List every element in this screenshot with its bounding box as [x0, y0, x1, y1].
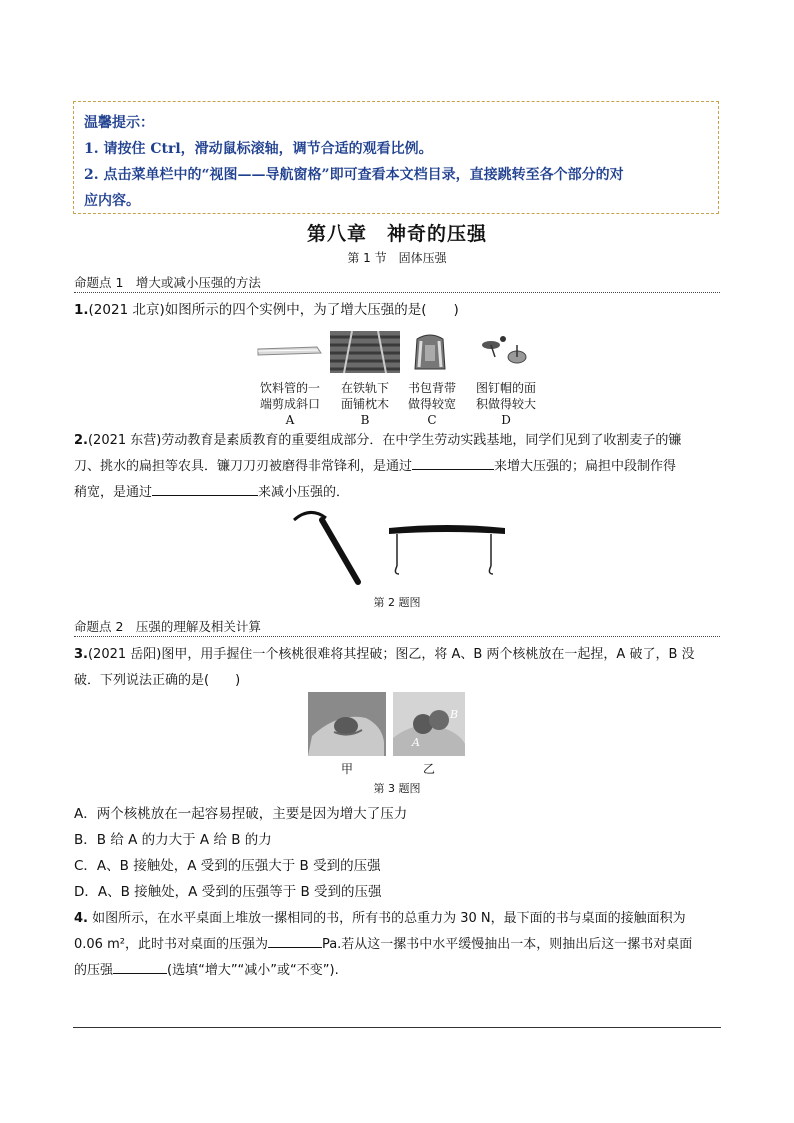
q1-image-railway: [330, 331, 400, 373]
question-4-line2a: 0.06 m²，此时书对桌面的压强为: [74, 937, 268, 952]
question-1-text: (2021 北京)如图所示的四个实例中，为了增大压强的是( ): [88, 302, 459, 318]
q1-option-b-line2: 面铺枕木: [340, 397, 389, 411]
question-4: [74, 906, 724, 984]
question-1: [74, 297, 724, 323]
q2-figure-caption: 第 2 题图: [373, 596, 421, 609]
question-3-line2: 破．下列说法正确的是( ): [74, 673, 241, 688]
question-3: [74, 642, 724, 694]
q2-image-sickle: [288, 506, 368, 586]
q1-option-a-letter: A: [285, 413, 295, 427]
footer-rule: [73, 1027, 721, 1028]
answer-blank-4b[interactable]: [113, 959, 167, 974]
q3-image-jia-label: 甲: [340, 762, 353, 776]
q3-label-b: B: [450, 708, 459, 721]
answer-blank-2b[interactable]: [152, 481, 258, 496]
question-4-line1: 如图所示，在水平桌面上堆放一摞相同的书，所有书的总重力为 30 N，最下面的书与桌面的接触面积为: [92, 911, 686, 926]
q1-image-straw: [255, 331, 325, 373]
tip-line-2: 2. 点击菜单栏中的“视图——导航窗格”即可查看本文档目录，直接跳转至各个部分的对: [84, 167, 624, 183]
answer-blank-2a[interactable]: [412, 455, 494, 470]
tip-box: [73, 101, 719, 214]
q3-label-a: A: [412, 736, 420, 749]
q1-image-backpack: [405, 331, 455, 373]
question-1-number: 1.: [74, 302, 89, 318]
q1-option-c: [392, 380, 472, 428]
chapter-title: 第八章 神奇的压强: [306, 223, 487, 245]
question-3-line1: (2021 岳阳)图甲，用手握住一个核桃很难将其捏破；图乙，将 A、B 两个核桃放在一起捏，A 破了，B 没: [87, 647, 695, 662]
question-4-line2b: Pa.若从这一摞书中水平缓慢抽出一本，则抽出后这一摞书对桌面: [321, 937, 693, 952]
q1-option-b-letter: B: [360, 413, 370, 427]
tip-line-1: 1. 请按住 Ctrl，滑动鼠标滚轴，调节合适的观看比例。: [84, 141, 433, 157]
q1-option-a: [250, 380, 330, 428]
q3-figure-caption: 第 3 题图: [373, 782, 421, 795]
q3-option-c[interactable]: C．A、B 接触处，A 受到的压强大于 B 受到的压强: [74, 858, 381, 874]
q1-image-thumbtacks: [475, 331, 535, 373]
q3-option-d[interactable]: D．A、B 接触处，A 受到的压强等于 B 受到的压强: [74, 884, 382, 900]
question-2-line3a: 稍宽，是通过: [74, 485, 153, 500]
q2-image-carrying-pole: [385, 518, 509, 580]
topic-heading-2: 命题点 2 压强的理解及相关计算: [74, 618, 720, 637]
question-2-line3b: 来减小压强的．: [258, 485, 350, 500]
q1-option-a-line1: 饮料管的一: [259, 381, 320, 395]
q3-option-b[interactable]: B．B 给 A 的力大于 A 给 B 的力: [74, 832, 272, 848]
q1-option-a-line2: 端剪成斜口: [259, 397, 320, 411]
q1-option-b-line1: 在铁轨下: [340, 381, 389, 395]
q1-option-c-letter: C: [427, 413, 437, 427]
q3-image-jia: [308, 692, 386, 756]
q3-image-yi-label: 乙: [422, 762, 435, 776]
tip-title: 温馨提示：: [84, 115, 154, 131]
section-title: 第 1 节 固体压强: [347, 251, 447, 265]
q1-option-c-line1: 书包背带: [407, 381, 456, 395]
q3-image-yi: [393, 692, 465, 756]
question-4-number: 4.: [74, 911, 88, 926]
tip-line-3: 应内容。: [84, 193, 140, 209]
question-2-line2b: 来增大压强的；扁担中段制作得: [494, 459, 677, 474]
q1-option-d-line1: 图钉帽的面: [475, 381, 536, 395]
q1-option-c-line2: 做得较宽: [407, 397, 456, 411]
question-2-number: 2.: [74, 433, 88, 448]
topic-heading-1: 命题点 1 增大或减小压强的方法: [74, 274, 720, 293]
question-2-line1: (2021 东营)劳动教育是素质教育的重要组成部分．在中学生劳动实践基地，同学们见到了收割麦子的镰: [87, 433, 682, 448]
question-2: [74, 428, 724, 506]
q1-option-d: [463, 380, 549, 428]
q3-option-a[interactable]: A．两个核桃放在一起容易捏破，主要是因为增大了压力: [74, 806, 408, 822]
question-4-line3a: 的压强: [74, 963, 114, 978]
question-4-line3b: (选填“增大”“减小”或“不变”).: [167, 963, 339, 978]
answer-blank-4a[interactable]: [268, 933, 322, 948]
q1-option-d-line2: 积做得较大: [475, 397, 536, 411]
question-2-line2a: 刀、挑水的扁担等农具．镰刀刀刃被磨得非常锋利，是通过: [74, 459, 413, 474]
question-3-number: 3.: [74, 647, 88, 662]
q1-option-d-letter: D: [501, 413, 511, 427]
